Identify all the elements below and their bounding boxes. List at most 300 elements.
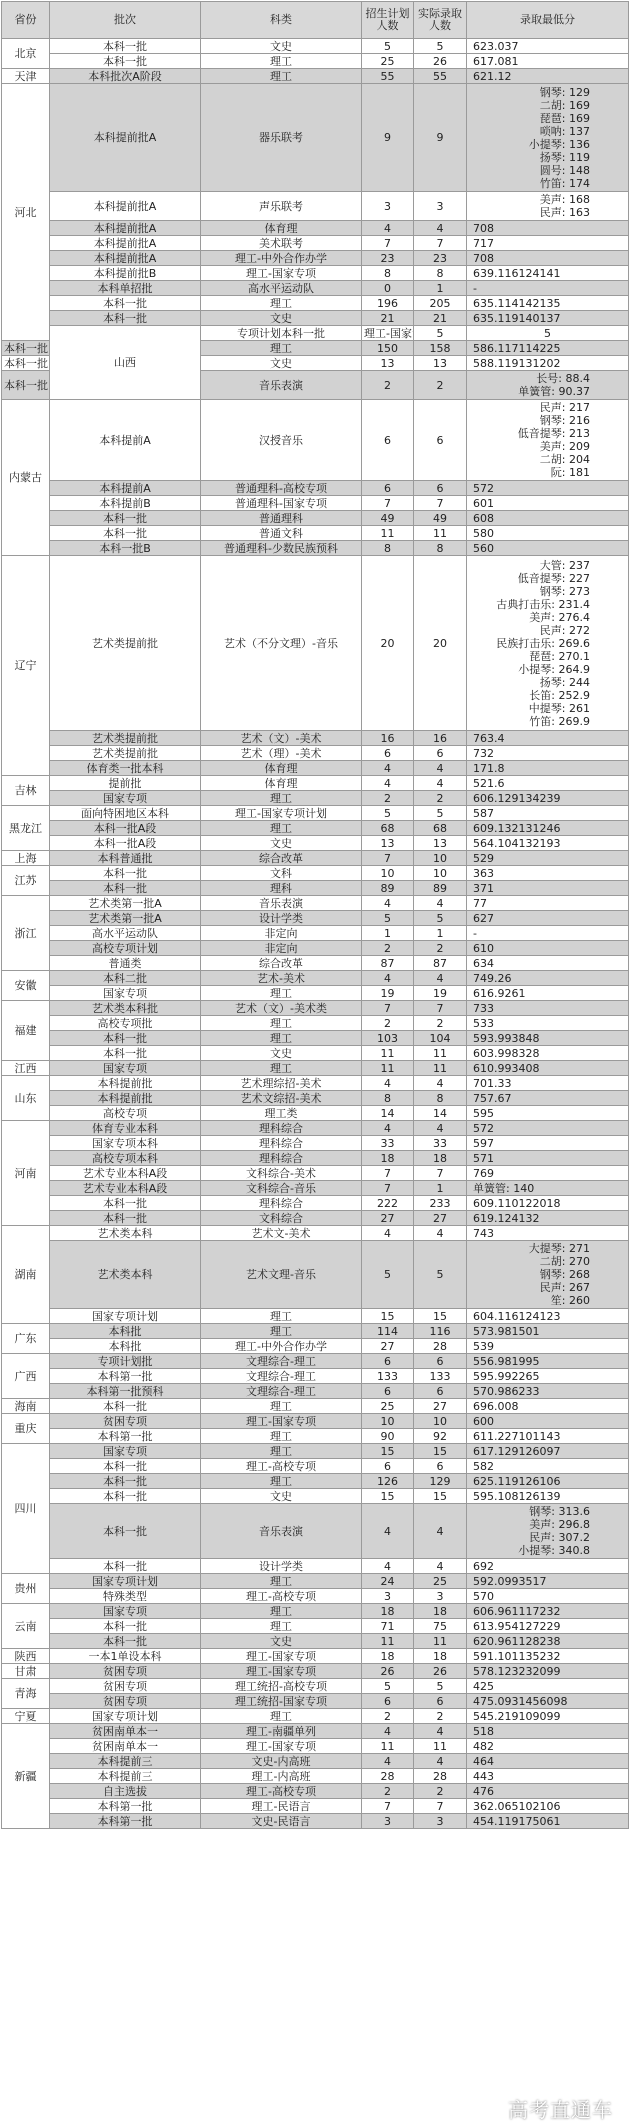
- batch-cell: 艺术类第一批A: [50, 896, 201, 911]
- table-row: [2, 1649, 629, 1664]
- province-cell: 广东: [2, 1324, 50, 1354]
- actual-count-cell: 23: [414, 251, 467, 266]
- actual-count-cell: 7: [414, 496, 467, 511]
- plan-count-cell: 23: [362, 251, 414, 266]
- actual-count-cell: 8: [414, 1091, 467, 1106]
- batch-cell: 贫困南单本一: [50, 1739, 201, 1754]
- score-cell: 476: [467, 1784, 629, 1799]
- batch-cell: 本科批: [50, 1324, 201, 1339]
- actual-count-cell: 27: [414, 1211, 467, 1226]
- actual-count-cell: 16: [414, 731, 467, 746]
- score-cell: 717: [467, 236, 629, 251]
- actual-count-cell: 87: [414, 956, 467, 971]
- plan-count-cell: 89: [362, 881, 414, 896]
- actual-count-cell: 4: [414, 221, 467, 236]
- actual-count-cell: 11: [414, 1634, 467, 1649]
- score-line: 二胡: 270: [471, 1255, 624, 1268]
- plan-count-cell: 18: [362, 1649, 414, 1664]
- batch-cell: 本科一批: [50, 1211, 201, 1226]
- score-cell: 625.119126106: [467, 1474, 629, 1489]
- table-row: [2, 1504, 629, 1559]
- score-cell: 763.4: [467, 731, 629, 746]
- score-cell: 603.998328: [467, 1046, 629, 1061]
- plan-count-cell: 21: [362, 311, 414, 326]
- subject-cell: 文史: [201, 1489, 362, 1504]
- actual-count-cell: 4: [414, 1226, 467, 1241]
- table-row: [2, 986, 629, 1001]
- table-row: [2, 1604, 629, 1619]
- batch-cell: 艺术类提前批: [50, 746, 201, 761]
- batch-cell: 本科一批A段: [50, 821, 201, 836]
- actual-count-cell: 2: [414, 791, 467, 806]
- table-row: [2, 1574, 629, 1589]
- table-row: [2, 556, 629, 731]
- subject-cell: 综合改革: [201, 956, 362, 971]
- score-cell: [467, 192, 629, 221]
- subject-cell: 理科综合: [201, 1121, 362, 1136]
- plan-count-cell: 26: [362, 1664, 414, 1679]
- actual-count-cell: 5: [414, 1241, 467, 1309]
- batch-cell: 本科第一批预科: [50, 1384, 201, 1399]
- score-line: 琵琶: 270.1: [471, 650, 624, 663]
- plan-count-cell: 13: [362, 836, 414, 851]
- score-cell: 619.124132: [467, 1211, 629, 1226]
- score-line: 长笛: 252.9: [471, 689, 624, 702]
- table-row: [2, 54, 629, 69]
- subject-cell: 理工-高校专项: [201, 1589, 362, 1604]
- batch-cell: 国家专项计划: [50, 1574, 201, 1589]
- batch-cell: 专项计划批: [50, 1354, 201, 1369]
- subject-cell: 艺术文综招-美术: [201, 1091, 362, 1106]
- score-cell: 529: [467, 851, 629, 866]
- table-row: [2, 496, 629, 511]
- table-row: [2, 1354, 629, 1369]
- subject-cell: 理工: [201, 1604, 362, 1619]
- actual-count-cell: 6: [414, 481, 467, 496]
- score-line: 民声: 267: [471, 1281, 624, 1294]
- table-row: [2, 1001, 629, 1016]
- plan-count-cell: 15: [362, 1309, 414, 1324]
- batch-cell: 本科一批: [2, 356, 50, 371]
- table-row: [2, 400, 629, 481]
- subject-cell: 文史-民语言: [201, 1814, 362, 1829]
- actual-count-cell: 89: [414, 881, 467, 896]
- plan-count-cell: 10: [362, 866, 414, 881]
- table-row: [2, 971, 629, 986]
- plan-count-cell: 55: [362, 69, 414, 84]
- batch-cell: 本科一批: [50, 1031, 201, 1046]
- actual-count-cell: 4: [414, 896, 467, 911]
- table-row: [2, 731, 629, 746]
- subject-cell: 文史-内高班: [201, 1754, 362, 1769]
- actual-count-cell: 92: [414, 1429, 467, 1444]
- score-cell: -: [467, 281, 629, 296]
- table-header-row: [2, 2, 629, 39]
- table-row: [2, 1399, 629, 1414]
- actual-count-cell: 133: [414, 1369, 467, 1384]
- table-row: [2, 1414, 629, 1429]
- province-cell: 内蒙古: [2, 400, 50, 556]
- province-cell: 河南: [2, 1121, 50, 1226]
- batch-cell: 高校专项: [50, 1106, 201, 1121]
- plan-count-cell: 2: [362, 1709, 414, 1724]
- score-cell: 601: [467, 496, 629, 511]
- batch-cell: 艺术类提前批: [50, 731, 201, 746]
- batch-cell: 贫困专项: [50, 1414, 201, 1429]
- plan-count-cell: 90: [362, 1429, 414, 1444]
- plan-count-cell: 28: [362, 1769, 414, 1784]
- table-row: [2, 1211, 629, 1226]
- plan-count-cell: 25: [362, 54, 414, 69]
- score-cell: 363: [467, 866, 629, 881]
- plan-count-cell: 6: [362, 1459, 414, 1474]
- score-cell: 77: [467, 896, 629, 911]
- score-line: 钢琴: 273: [471, 585, 624, 598]
- table-row: [2, 1309, 629, 1324]
- province-cell: 广西: [2, 1354, 50, 1399]
- actual-count-cell: 3: [414, 1589, 467, 1604]
- subject-cell: 理工: [201, 1309, 362, 1324]
- table-row: [2, 1814, 629, 1829]
- header-province: 省份: [2, 2, 50, 39]
- actual-count-cell: 49: [414, 511, 467, 526]
- score-cell: 604.116124123: [467, 1309, 629, 1324]
- subject-cell: 艺术（理）-美术: [201, 746, 362, 761]
- actual-count-cell: 7: [414, 1799, 467, 1814]
- subject-cell: 理工-民语言: [201, 1799, 362, 1814]
- score-cell: 545.219109099: [467, 1709, 629, 1724]
- subject-cell: 理工: [201, 1709, 362, 1724]
- score-cell: 743: [467, 1226, 629, 1241]
- batch-cell: 艺术专业本科A段: [50, 1166, 201, 1181]
- batch-cell: 本科第一批: [50, 1429, 201, 1444]
- score-line: 圆号: 148: [471, 164, 624, 177]
- subject-cell: 理工: [201, 1474, 362, 1489]
- province-cell: 天津: [2, 69, 50, 84]
- subject-cell: 理工: [201, 1619, 362, 1634]
- score-cell: 623.037: [467, 39, 629, 54]
- table-row: [2, 1384, 629, 1399]
- plan-count-cell: 7: [362, 1166, 414, 1181]
- actual-count-cell: 13: [414, 836, 467, 851]
- score-cell: 757.67: [467, 1091, 629, 1106]
- header-actual: 实际录取人数: [414, 2, 467, 39]
- actual-count-cell: 129: [414, 1474, 467, 1489]
- score-cell: 595.992265: [467, 1369, 629, 1384]
- actual-count-cell: 15: [414, 1309, 467, 1324]
- batch-cell: 艺术专业本科A段: [50, 1181, 201, 1196]
- plan-count-cell: 15: [362, 1489, 414, 1504]
- actual-count-cell: 10: [414, 1414, 467, 1429]
- score-cell: 475.0931456098: [467, 1694, 629, 1709]
- actual-count-cell: 2: [414, 371, 467, 400]
- actual-count-cell: 6: [414, 746, 467, 761]
- score-cell: 593.993848: [467, 1031, 629, 1046]
- table-row: [2, 1324, 629, 1339]
- plan-count-cell: 8: [362, 541, 414, 556]
- subject-cell: 理工: [201, 1031, 362, 1046]
- subject-cell: 理工: [201, 1016, 362, 1031]
- subject-cell: 理工-南疆单列: [201, 1724, 362, 1739]
- score-cell: 533: [467, 1016, 629, 1031]
- batch-cell: 一本1单设本科: [50, 1649, 201, 1664]
- score-cell: 610: [467, 941, 629, 956]
- batch-cell: 国家专项计划: [50, 1709, 201, 1724]
- table-row: [2, 221, 629, 236]
- score-cell: 572: [467, 1121, 629, 1136]
- subject-cell: 美术联考: [201, 236, 362, 251]
- actual-count-cell: 1: [414, 281, 467, 296]
- score-cell: 732: [467, 746, 629, 761]
- actual-count-cell: 205: [414, 296, 467, 311]
- actual-count-cell: 2: [414, 1016, 467, 1031]
- province-cell: 陕西: [2, 1649, 50, 1664]
- subject-cell: 文史: [201, 39, 362, 54]
- table-row: [2, 296, 629, 311]
- batch-cell: 贫困专项: [50, 1664, 201, 1679]
- batch-cell: 本科提前批A: [50, 192, 201, 221]
- table-row: [2, 776, 629, 791]
- batch-cell: 本科提前批: [50, 1076, 201, 1091]
- score-cell: 539: [467, 1339, 629, 1354]
- subject-cell: 理工: [201, 54, 362, 69]
- table-row: [2, 1339, 629, 1354]
- subject-cell: 理工-国家专项: [201, 266, 362, 281]
- subject-cell: 艺术（不分文理）-音乐: [201, 556, 362, 731]
- actual-count-cell: 5: [414, 1679, 467, 1694]
- subject-cell: 理工: [201, 1324, 362, 1339]
- score-line: 民声: 217: [471, 401, 624, 414]
- table-row: [2, 251, 629, 266]
- actual-count-cell: 4: [414, 761, 467, 776]
- actual-count-cell: 10: [414, 851, 467, 866]
- score-cell: 600: [467, 1414, 629, 1429]
- table-row: [2, 866, 629, 881]
- batch-cell: 艺术类本科: [50, 1226, 201, 1241]
- table-row: [2, 1241, 629, 1309]
- batch-cell: 本科一批: [50, 526, 201, 541]
- plan-count-cell: 150: [362, 341, 414, 356]
- table-row: [2, 1076, 629, 1091]
- table-row: [2, 266, 629, 281]
- plan-count-cell: 13: [362, 356, 414, 371]
- plan-count-cell: 87: [362, 956, 414, 971]
- table-row: [2, 236, 629, 251]
- table-row: [2, 1679, 629, 1694]
- subject-cell: 理工-国家专项: [201, 1739, 362, 1754]
- table-row: [2, 1196, 629, 1211]
- province-cell: 湖南: [2, 1226, 50, 1324]
- table-row: [2, 1769, 629, 1784]
- subject-cell: 理工: [201, 791, 362, 806]
- plan-count-cell: 2: [362, 1784, 414, 1799]
- actual-count-cell: 25: [414, 1574, 467, 1589]
- subject-cell: 综合改革: [201, 851, 362, 866]
- subject-cell: 普通理科-高校专项: [201, 481, 362, 496]
- subject-cell: 理工-国家专项: [201, 1649, 362, 1664]
- batch-cell: 本科提前批A: [50, 84, 201, 192]
- plan-count-cell: 4: [362, 221, 414, 236]
- batch-cell: 本科一批: [50, 511, 201, 526]
- actual-count-cell: 68: [414, 821, 467, 836]
- plan-count-cell: 3: [362, 192, 414, 221]
- plan-count-cell: 20: [362, 556, 414, 731]
- subject-cell: 艺术（文）-美术: [201, 731, 362, 746]
- table-row: [2, 1799, 629, 1814]
- batch-cell: 贫困专项: [50, 1694, 201, 1709]
- plan-count-cell: 4: [362, 1504, 414, 1559]
- header-subject: 科类: [201, 2, 362, 39]
- score-cell: [467, 556, 629, 731]
- province-cell: 江苏: [2, 866, 50, 896]
- actual-count-cell: 5: [414, 806, 467, 821]
- plan-count-cell: 5: [362, 806, 414, 821]
- batch-cell: 本科第一批: [50, 1369, 201, 1384]
- batch-cell: 本科提前三: [50, 1754, 201, 1769]
- batch-cell: 本科提前批A: [50, 221, 201, 236]
- plan-count-cell: 4: [362, 776, 414, 791]
- batch-cell: 本科第一批: [50, 1799, 201, 1814]
- subject-cell: 理科: [201, 881, 362, 896]
- table-row: [2, 1106, 629, 1121]
- actual-count-cell: 10: [414, 866, 467, 881]
- table-row: [2, 836, 629, 851]
- table-row: [2, 1181, 629, 1196]
- subject-cell: 普通理科: [201, 511, 362, 526]
- subject-cell: 理工-国家专项: [201, 1664, 362, 1679]
- score-line: 小提琴: 136: [471, 138, 624, 151]
- actual-count-cell: 3: [414, 192, 467, 221]
- batch-cell: 本科一批: [50, 1459, 201, 1474]
- subject-cell: 体育理: [201, 221, 362, 236]
- plan-count-cell: 4: [362, 1724, 414, 1739]
- batch-cell: 本科普通批: [50, 851, 201, 866]
- score-cell: 620.961128238: [467, 1634, 629, 1649]
- subject-cell: 体育理: [201, 776, 362, 791]
- plan-count-cell: 4: [362, 896, 414, 911]
- province-cell: 吉林: [2, 776, 50, 806]
- subject-cell: 理工: [201, 1574, 362, 1589]
- batch-cell: 本科二批: [50, 971, 201, 986]
- actual-count-cell: 2: [414, 1784, 467, 1799]
- score-cell: 749.26: [467, 971, 629, 986]
- subject-cell: 理工: [201, 341, 362, 356]
- subject-cell: 文理综合-理工: [201, 1354, 362, 1369]
- score-cell: 425: [467, 1679, 629, 1694]
- score-cell: 560: [467, 541, 629, 556]
- province-cell: 上海: [2, 851, 50, 866]
- table-row: [2, 851, 629, 866]
- score-line: 唢呐: 137: [471, 125, 624, 138]
- plan-count-cell: 222: [362, 1196, 414, 1211]
- batch-cell: 提前批: [50, 776, 201, 791]
- actual-count-cell: 116: [414, 1324, 467, 1339]
- plan-count-cell: 18: [362, 1604, 414, 1619]
- plan-count-cell: 7: [362, 851, 414, 866]
- subject-cell: 艺术文理-音乐: [201, 1241, 362, 1309]
- score-cell: 586.117114225: [467, 341, 629, 356]
- score-cell: 595: [467, 1106, 629, 1121]
- table-row: [2, 1619, 629, 1634]
- actual-count-cell: 19: [414, 986, 467, 1001]
- actual-count-cell: 7: [414, 236, 467, 251]
- score-cell: 591.101135232: [467, 1649, 629, 1664]
- score-cell: 708: [467, 221, 629, 236]
- score-cell: [467, 400, 629, 481]
- score-line: 二胡: 204: [471, 453, 624, 466]
- score-cell: 570.986233: [467, 1384, 629, 1399]
- province-cell: 新疆: [2, 1724, 50, 1829]
- plan-count-cell: 4: [362, 761, 414, 776]
- plan-count-cell: 24: [362, 1574, 414, 1589]
- actual-count-cell: 18: [414, 1151, 467, 1166]
- score-cell: 443: [467, 1769, 629, 1784]
- score-line: 笙: 260: [471, 1294, 624, 1307]
- score-cell: 634: [467, 956, 629, 971]
- province-cell: 福建: [2, 1001, 50, 1061]
- batch-cell: 本科一批: [50, 1474, 201, 1489]
- actual-count-cell: 8: [414, 266, 467, 281]
- score-line: 竹笛: 174: [471, 177, 624, 190]
- actual-count-cell: 104: [414, 1031, 467, 1046]
- subject-cell: 理工-国家专项计划: [201, 806, 362, 821]
- batch-cell: 本科一批: [2, 341, 50, 356]
- batch-cell: 体育类一批本科: [50, 761, 201, 776]
- subject-cell: 理工-中外合作办学: [201, 1339, 362, 1354]
- score-cell: 564.104132193: [467, 836, 629, 851]
- score-cell: 621.12: [467, 69, 629, 84]
- table-row: [2, 761, 629, 776]
- actual-count-cell: 11: [414, 526, 467, 541]
- subject-cell: 理工-高校专项: [201, 1459, 362, 1474]
- admission-score-table: [1, 1, 629, 1829]
- plan-count-cell: 5: [362, 1241, 414, 1309]
- plan-count-cell: 7: [362, 236, 414, 251]
- batch-cell: 国家专项: [50, 986, 201, 1001]
- batch-cell: 本科单招批: [50, 281, 201, 296]
- subject-cell: 理工: [201, 69, 362, 84]
- plan-count-cell: 2: [362, 791, 414, 806]
- plan-count-cell: 196: [362, 296, 414, 311]
- plan-count-cell: 11: [362, 526, 414, 541]
- actual-count-cell: 26: [414, 1664, 467, 1679]
- subject-cell: 文理综合-理工: [201, 1384, 362, 1399]
- actual-count-cell: 14: [414, 1106, 467, 1121]
- score-line: 美声: 296.8: [471, 1518, 624, 1531]
- score-cell: 769: [467, 1166, 629, 1181]
- province-cell: 四川: [2, 1444, 50, 1574]
- plan-count-cell: 6: [362, 481, 414, 496]
- actual-count-cell: 4: [414, 971, 467, 986]
- batch-cell: 本科批: [50, 1339, 201, 1354]
- batch-cell: 贫困专项: [50, 1679, 201, 1694]
- score-cell: 171.8: [467, 761, 629, 776]
- table-row: [2, 1739, 629, 1754]
- plan-count-cell: 15: [362, 1444, 414, 1459]
- subject-cell: 理工: [201, 296, 362, 311]
- subject-cell: 理工: [201, 821, 362, 836]
- plan-count-cell: 68: [362, 821, 414, 836]
- table-row: [2, 1634, 629, 1649]
- plan-count-cell: 11: [362, 1046, 414, 1061]
- province-cell: 云南: [2, 1604, 50, 1649]
- actual-count-cell: 4: [414, 1754, 467, 1769]
- subject-cell: 音乐表演: [201, 1504, 362, 1559]
- batch-cell: 本科提前B: [50, 496, 201, 511]
- table-row: [2, 39, 629, 54]
- plan-count-cell: 6: [362, 1384, 414, 1399]
- score-cell: 482: [467, 1739, 629, 1754]
